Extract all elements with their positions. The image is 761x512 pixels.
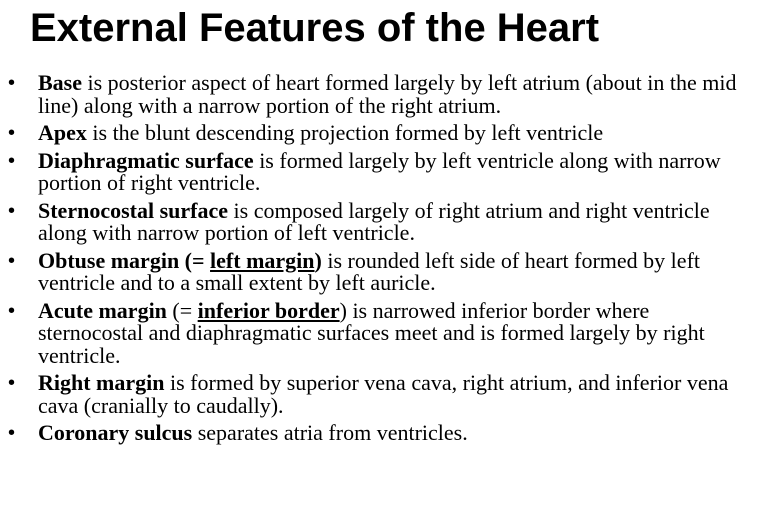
bullet-text: is composed largely of right atrium and right ventricle along with narrow portion of left ventricle.	[38, 197, 710, 245]
bullet-base	[8, 72, 753, 117]
term-left-margin: left margin	[210, 247, 315, 273]
bullet-coronary-sulcus	[8, 422, 753, 445]
term-coronary-sulcus: Coronary sulcus	[38, 420, 193, 445]
slide-title: External Features of the Heart	[30, 6, 600, 50]
bullet-icon: •	[8, 249, 16, 272]
bullet-apex	[8, 122, 753, 145]
bullet-icon: •	[8, 122, 16, 144]
bullet-icon: •	[8, 72, 16, 94]
bullet-icon: •	[8, 422, 16, 444]
term-close-paren: )	[314, 247, 322, 273]
term-base: Base	[38, 70, 82, 95]
bullet-icon: •	[8, 199, 16, 222]
bullet-acute-margin	[8, 297, 753, 368]
term-diaphragmatic-surface: Diaphragmatic surface	[38, 147, 254, 173]
paren-open: (=	[166, 297, 198, 323]
bullet-text: separates atria from ventricles.	[192, 420, 468, 445]
term-sternocostal-surface: Sternocostal surface	[38, 197, 229, 223]
term-acute-margin: Acute margin	[38, 297, 167, 323]
term-apex: Apex	[38, 120, 87, 145]
bullet-icon: •	[8, 299, 16, 322]
term-right-margin: Right margin	[38, 370, 165, 395]
term-inferior-border: inferior border	[197, 297, 340, 323]
bullet-text: is narrowed inferior border where sternocostal and diaphragmatic surfaces meet and is formed largely by right ventricle.	[38, 297, 705, 368]
bullet-text: is formed largely by left ventricle along with narrow portion of right ventricle.	[38, 147, 721, 195]
bullet-right-margin	[8, 372, 753, 417]
bullet-diaphragmatic-surface	[8, 147, 753, 195]
bullet-icon: •	[8, 372, 16, 394]
bullet-list	[8, 72, 753, 450]
bullet-sternocostal-surface	[8, 197, 753, 245]
term-obtuse-margin: Obtuse margin (=	[38, 247, 211, 273]
bullet-text: is rounded left side of heart formed by left ventricle and to a small extent by left auricle.	[38, 247, 701, 295]
bullet-text: is the blunt descending projection formed by left ventricle	[86, 120, 604, 145]
bullet-obtuse-margin	[8, 247, 753, 295]
bullet-icon: •	[8, 149, 16, 172]
bullet-text: is formed by superior vena cava, right atrium, and inferior vena cava (cranially to caudally).	[38, 370, 729, 418]
bullet-text: is posterior aspect of heart formed largely by left atrium (about in the mid line) along with a narrow portion of the right atrium.	[38, 70, 737, 118]
paren-close: )	[339, 297, 347, 323]
